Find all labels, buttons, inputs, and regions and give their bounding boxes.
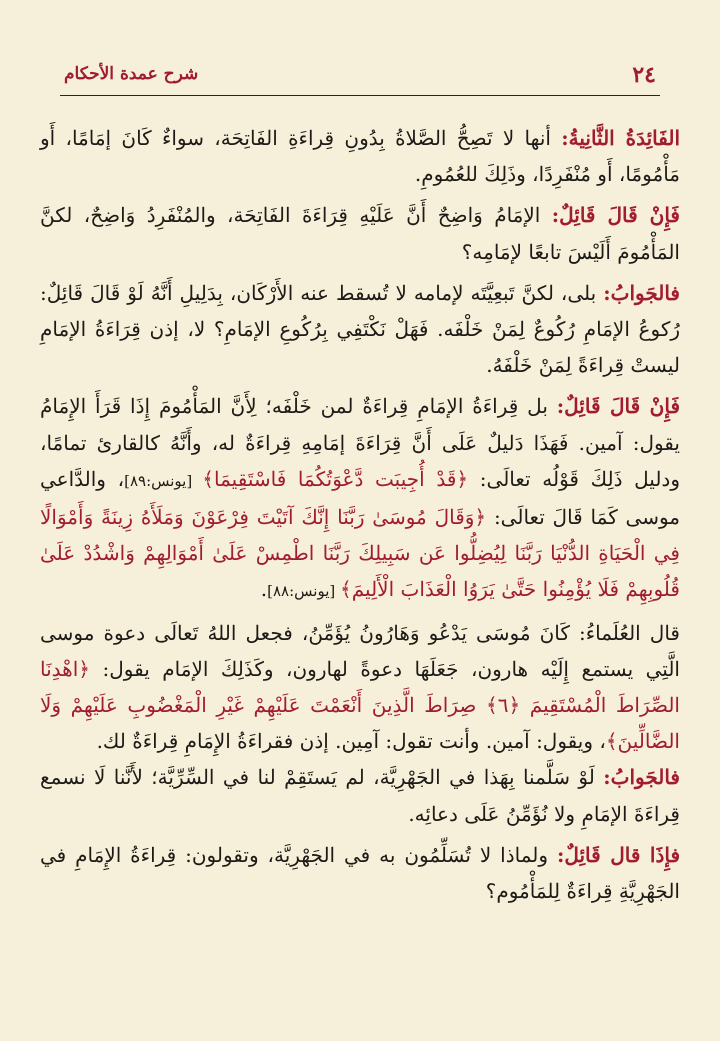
paragraph-answer-2 [40,759,680,831]
paragraph-second-benefit [40,120,680,192]
paragraph-scholars [40,615,680,760]
paragraph-text: الإمَامُ وَاضِحٌ أَنَّ عَلَيْهِ قِرَاءَةَ الفَاتِحَة، والمُنْفَرِدُ وَاضِحٌ، لكنَّ المَأْمُومَ أَلَيْسَ تابعًا لإمَامِه؟ [40,203,680,264]
paragraph-answer-1 [40,275,680,384]
paragraph-lead: فإِذَا قال قَائِلٌ: [556,842,681,867]
page-header [60,58,660,96]
paragraph-lead: فالجَوابُ: [603,280,680,305]
paragraph-text: أنها لا تَصِحُّ الصَّلاةُ بِدُونِ قِراءَةِ الفَاتِحَة، سواءٌ كَانَ إمَامًا، أَو مَأْمُومًا، أَو مُنْفَرِدًا، وذَلِكَ للعُمُومِ. [40,126,680,187]
paragraph-text: بل قِراءَةُ الإمَامِ قِراءَةٌ لمن خَلْفَه؛ لِأَنَّ المَأْمُومَ إِذَا قَرَأَ الإِمَامُ يقول: آمين. فَهَذَا دَليلٌ عَلَى أَنَّ قِرَاءَةَ إمَامِهِ قِراءَةٌ له، وأَنَّهُ كالقارئ تمامًا، ودليل ذَلِكَ قَوْلُه تعالَى: [40,394,680,491]
paragraph-lead: فَإِنْ قَالَ قَائِلٌ: [556,394,680,419]
verse-reference: [يونس:٨٩] [124,471,203,490]
paragraph-objection-1 [40,197,680,269]
paragraph-text: ولماذا لا تُسَلِّمُون به في الجَهْرِيَّة، وتقولون: قِراءَةُ الإِمَامِ في الجَهْرِيَّةِ قِراءَةٌ لِلمَأْمُوم؟ [40,842,680,904]
paragraph-objection-3 [40,837,680,909]
paragraph-lead: الفَائِدَةُ الثَّانِيةُ: [561,126,681,150]
book-title: شرح عمدة الأحكام [64,64,199,84]
paragraph-lead: فَإِنْ قَالَ قَائِلٌ: [551,203,680,228]
paragraph-objection-2 [40,388,680,609]
page-number: ٢٤ [632,62,656,88]
paragraph-lead: فالجَوابُ: [603,765,680,790]
quran-verse: ﴿اهْدِنَا الصِّرَاطَ الْمُسْتَقِيمَ ﴿٦﴾ صِرَاطَ الَّذِينَ أَنْعَمْتَ عَلَيْهِمْ غَيْرِ الْمَغْضُوبِ عَلَيْهِمْ وَلَا الضَّالِّينَ﴾ [40,656,680,754]
header-rule [60,95,660,96]
paragraph-text: . [260,577,268,602]
paragraph-text: ، والدَّاعي موسى كَمَا قَالَ تعالَى: [40,466,681,530]
page-body [40,120,680,914]
paragraph-text: لَوْ سَلَّمنا بِهَذا في الجَهْرِيَّة، لم يَستَقِمْ لنا في السِّرِّيَّة؛ لأَنَّنا لَا نسمع قِراءَةَ الإمَامِ ولا نُؤَمِّنُ عَلَى دعائِه. [40,765,680,826]
quran-verse: ﴿وَقَالَ مُوسَىٰ رَبَّنَا إِنَّكَ آتَيْتَ فِرْعَوْنَ وَمَلَأَهُ زِينَةً وَأَمْوَالًا فِي الْحَيَاةِ الدُّنْيَا رَبَّنَا لِيُضِلُّوا عَن سَبِيلِكَ رَبَّنَا اطْمِسْ عَلَىٰ أَمْوَالِهِمْ وَاشْدُدْ عَلَىٰ قُلُوبِهِمْ فَلَا يُؤْمِنُوا حَتَّىٰ يَرَوُا الْعَذَابَ الْأَلِيمَ﴾ [40,505,680,602]
paragraph-text: ، ويقول: آمين. وأنت تقول: آمِين. إذن فقراءَةُ الإِمَامِ قِراءَةٌ لك. [96,729,606,754]
quran-verse: ﴿قَدْ أُجِيبَت دَّعْوَتُكُمَا فَاسْتَقِيمَا﴾ [202,466,469,491]
paragraph-text: بلى، لكنَّ تَبعِيَّتَه لإمامه لا تُسقط عنه الأَرْكَان، بِدَلِيلِ أَنَّهُ لَوْ قَالَ قَائِلٌ: رُكوعُ الإمَامِ رُكُوعٌ لِمَنْ خَلْفَه. فَهَلْ نَكْتَفِي بِرُكُوعِ الإمَامِ؟ لا، إذن قِرَاءَةُ الإمَامِ ليستْ قِراءَةً لِمَنْ خَلْفَهُ. [40,280,680,378]
paragraph-text: قال العُلَماءُ: كَانَ مُوسَى يَدْعُو وَهَارُونُ يُؤَمِّنُ، فجعل اللهُ تَعالَى دعوة موسى الَّتِي يستمع إِلَيْه هارون، جَعَلَهَا دعوةً لهارون، وكَذَلِكَ الإمَام يقول: [40,620,680,681]
verse-reference: [يونس:٨٨] [267,582,341,601]
